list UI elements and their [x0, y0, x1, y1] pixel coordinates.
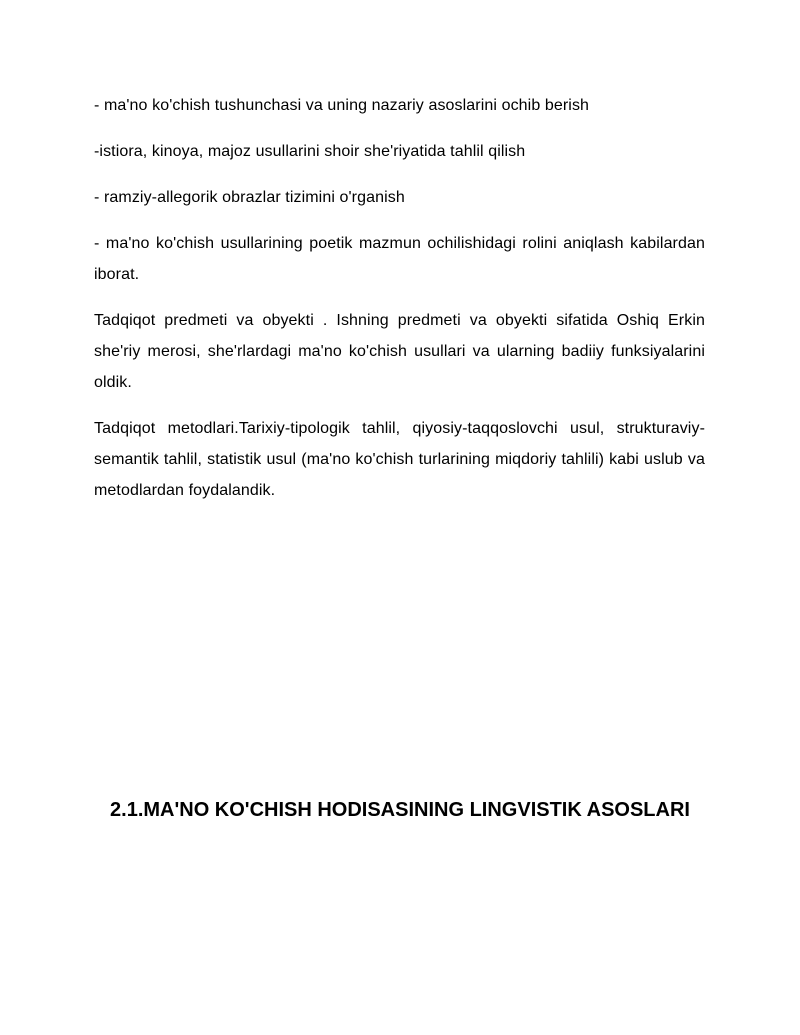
paragraph-research-subject: Tadqiqot predmeti va obyekti . Ishning predmeti va obyekti sifatida Oshiq Erkin she'riy merosi, she'rlardagi ma'no ko'chish usullari va ularning badiiy funksiyalarini oldik.: [94, 312, 705, 391]
section-heading: 2.1.MA'NO KO'CHISH HODISASINING LINGVISTIK ASOSLARI: [110, 799, 690, 821]
paragraph-goal-1: - ma'no ko'chish tushunchasi va uning nazariy asoslarini ochib berish: [94, 97, 590, 114]
paragraph-research-methods: Tadqiqot metodlari.Tarixiy-tipologik tahlil, qiyosiy-taqqoslovchi usul, strukturaviy-semantik tahlil, statistik usul (ma'no ko'chish turlarining miqdoriy tahlili) kabi uslub va metodlardan foydalandik.: [94, 420, 705, 499]
paragraph-goal-2: -istiora, kinoya, majoz usullarini shoir she'riyatida tahlil qilish: [94, 143, 526, 160]
paragraph-goal-3: - ramziy-allegorik obrazlar tizimini o'rganish: [94, 189, 405, 206]
paragraph-goal-4: - ma'no ko'chish usullarining poetik mazmun ochilishidagi rolini aniqlash kabilardan iborat.: [94, 235, 705, 283]
document-body: [94, 90, 705, 521]
